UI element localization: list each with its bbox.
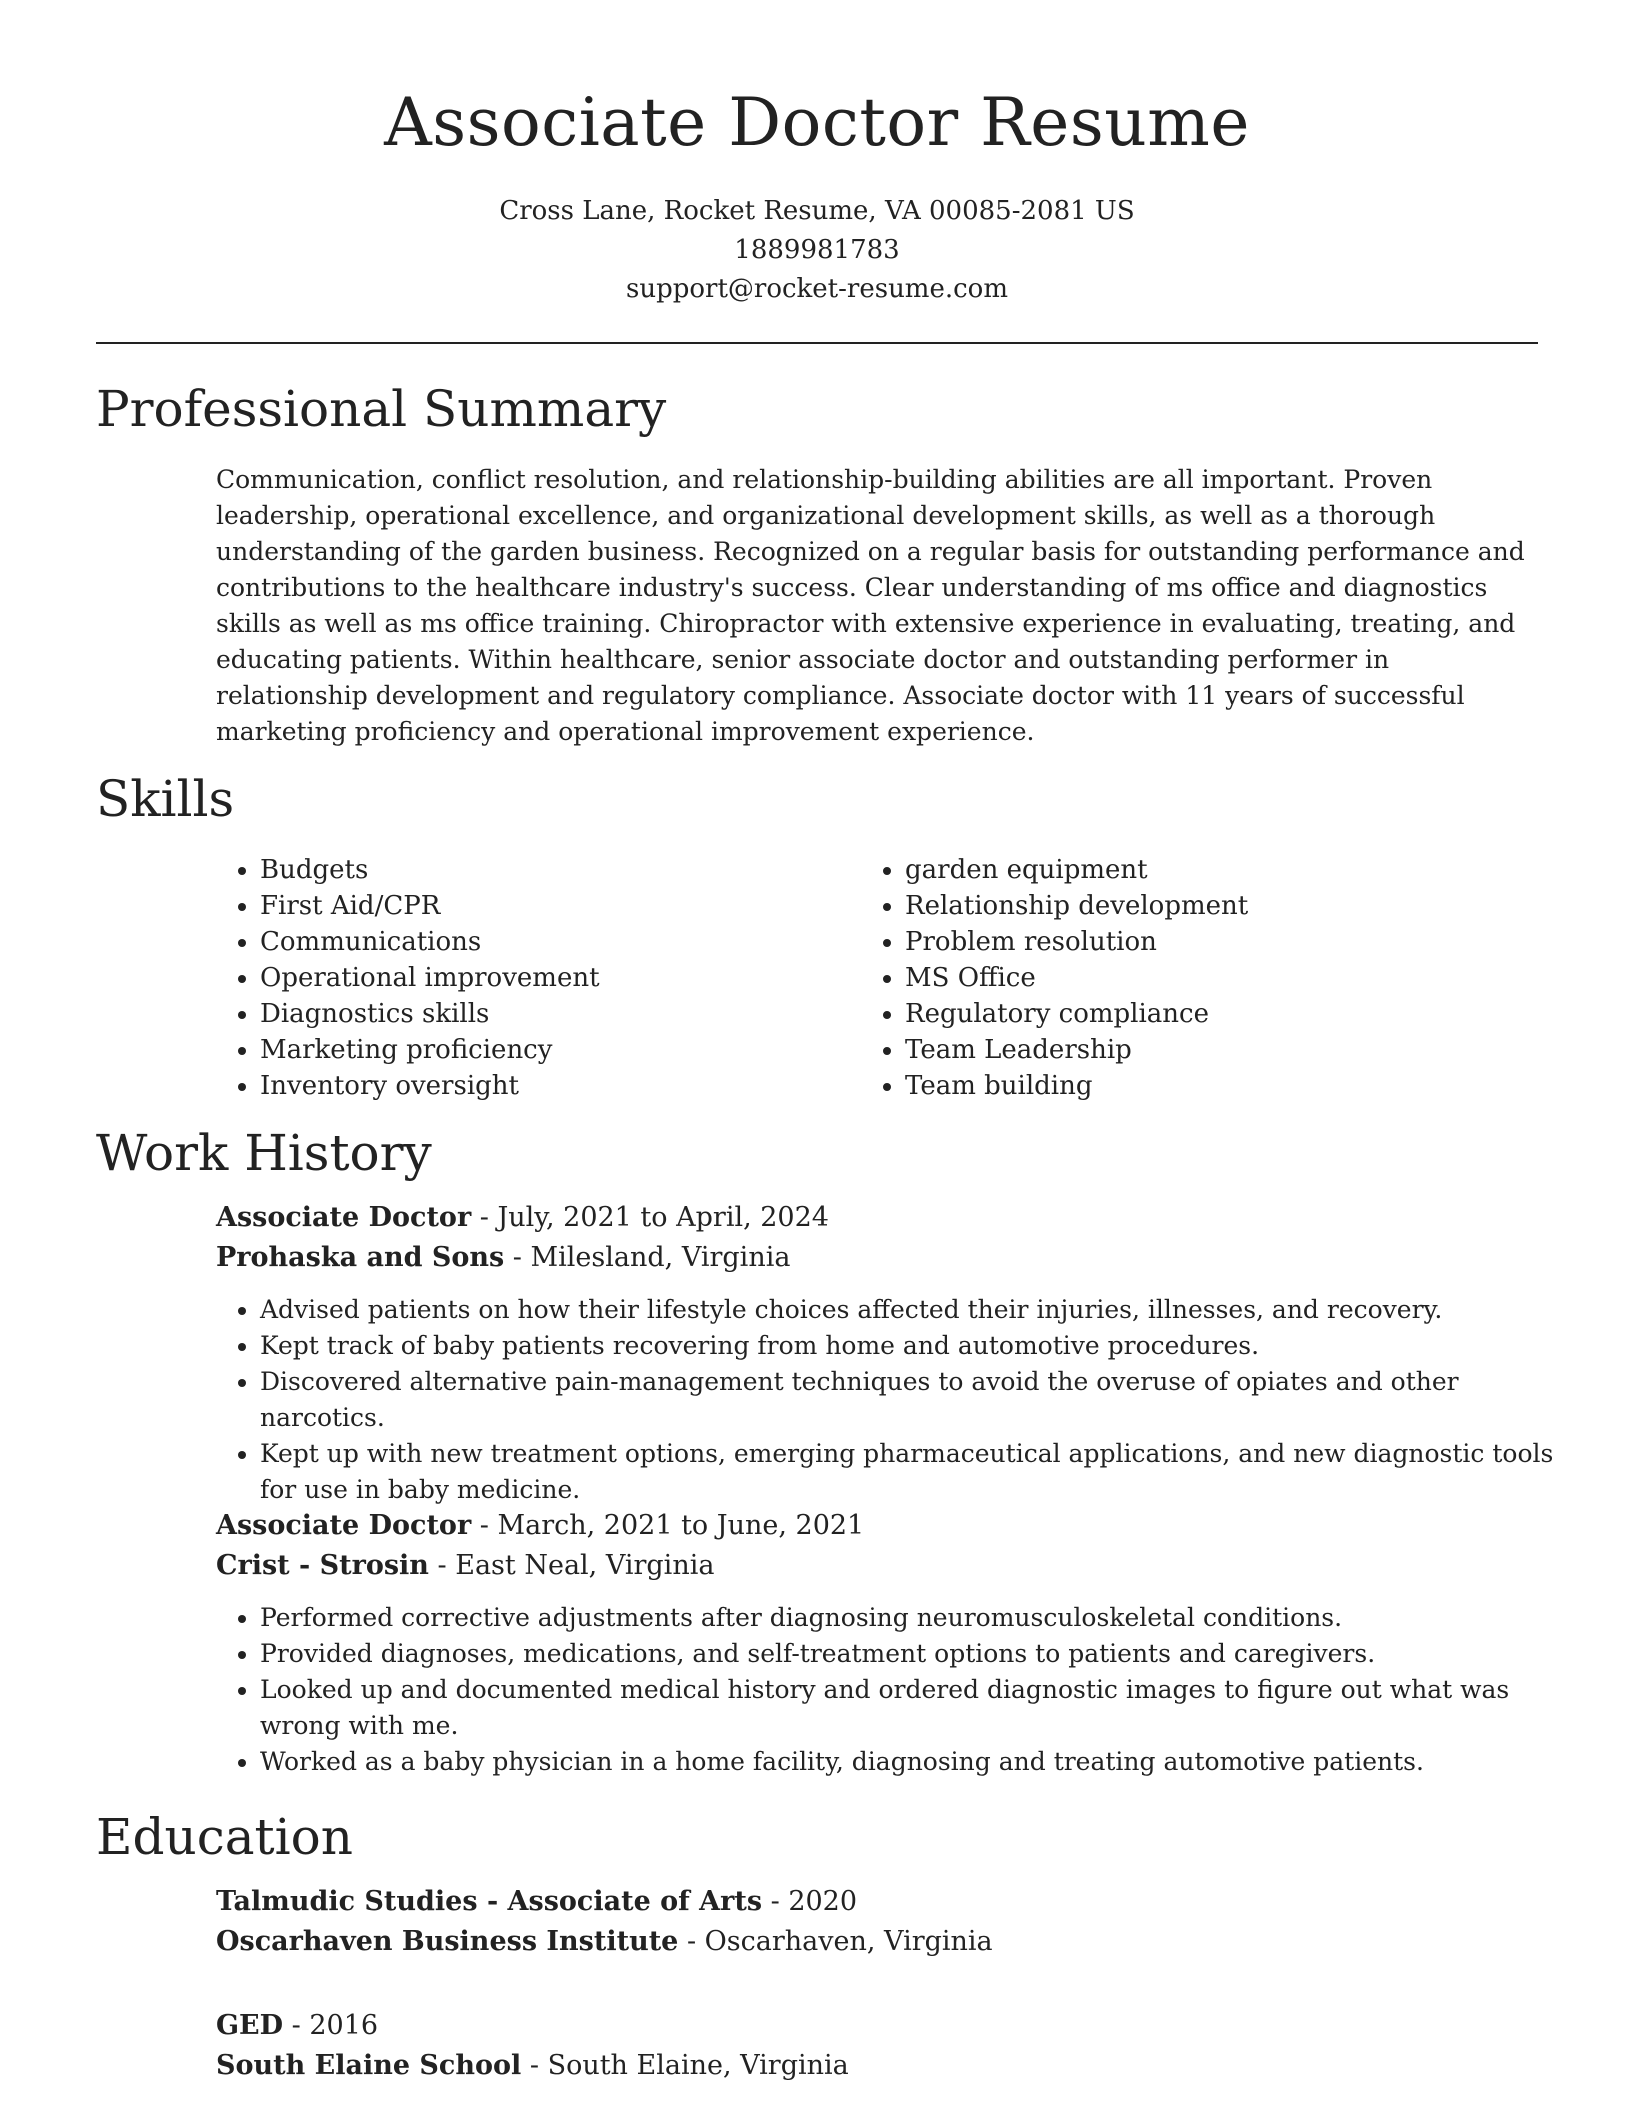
education-1-school-line bbox=[216, 1922, 993, 1962]
education-1-school: Oscarhaven Business Institute bbox=[216, 1926, 679, 1957]
resume-title: Associate Doctor Resume bbox=[384, 84, 1250, 161]
contact-address: Cross Lane, Rocket Resume, VA 00085-2081 US bbox=[499, 196, 1135, 226]
skill-item: • Diagnostics skills bbox=[260, 996, 600, 1032]
education-2-school: South Elaine School bbox=[216, 2050, 522, 2081]
job-bullet: • Discovered alternative pain-management techniques to avoid the overuse of opiates and other narcotics. bbox=[260, 1364, 1580, 1436]
job-1-dates: - July, 2021 to April, 2024 bbox=[471, 1202, 829, 1233]
education-1-degree: Talmudic Studies - Associate of Arts bbox=[216, 1886, 763, 1917]
contact-email: support@rocket-resume.com bbox=[625, 274, 1008, 304]
education-2-degree-line bbox=[216, 2006, 849, 2046]
header-divider bbox=[96, 342, 1538, 344]
skill-item: • Budgets bbox=[260, 852, 600, 888]
job-2-title-line bbox=[216, 1506, 864, 1546]
skill-item: • Inventory oversight bbox=[260, 1068, 600, 1104]
education-heading: Education bbox=[96, 1808, 353, 1866]
education-2-degree: GED bbox=[216, 2010, 284, 2041]
job-bullet: • Performed corrective adjustments after diagnosing neuromusculoskeletal conditions. bbox=[260, 1600, 1580, 1636]
job-2-bullets bbox=[216, 1600, 1580, 1780]
job-2-dates: - March, 2021 to June, 2021 bbox=[471, 1510, 865, 1541]
skill-item: • Operational improvement bbox=[260, 960, 600, 996]
job-bullet: • Provided diagnoses, medications, and self-treatment options to patients and caregivers. bbox=[260, 1636, 1580, 1672]
skill-item: • garden equipment bbox=[905, 852, 1248, 888]
skill-item: • Marketing proficiency bbox=[260, 1032, 600, 1068]
education-2-school-line bbox=[216, 2046, 849, 2086]
contact-block bbox=[96, 192, 1538, 309]
education-2-year: - 2016 bbox=[283, 2010, 379, 2041]
job-1-header bbox=[216, 1198, 829, 1278]
skill-item: • Regulatory compliance bbox=[905, 996, 1248, 1032]
job-1-title-line bbox=[216, 1198, 829, 1238]
job-1-location: - Milesland, Virginia bbox=[504, 1242, 791, 1273]
skill-item: • Relationship development bbox=[905, 888, 1248, 924]
skill-item: • MS Office bbox=[905, 960, 1248, 996]
work-heading: Work History bbox=[96, 1124, 432, 1182]
education-1-year: - 2020 bbox=[762, 1886, 858, 1917]
education-1-degree-line bbox=[216, 1882, 993, 1922]
job-bullet: • Kept track of baby patients recovering from home and automotive procedures. bbox=[260, 1328, 1580, 1364]
job-2-header bbox=[216, 1506, 864, 1586]
job-bullet: • Worked as a baby physician in a home facility, diagnosing and treating automotive patients. bbox=[260, 1744, 1580, 1780]
skill-item: • Team building bbox=[905, 1068, 1248, 1104]
job-2-company-line bbox=[216, 1546, 864, 1586]
job-2-position: Associate Doctor bbox=[216, 1510, 472, 1541]
skill-item: • First Aid/CPR bbox=[260, 888, 600, 924]
summary-heading: Professional Summary bbox=[96, 380, 667, 438]
skills-list-right bbox=[861, 852, 1248, 1104]
education-entry-1 bbox=[216, 1882, 993, 1962]
job-bullet: • Looked up and documented medical history and ordered diagnostic images to figure out what was wrong with me. bbox=[260, 1672, 1580, 1744]
job-2-company: Crist - Strosin bbox=[216, 1550, 429, 1581]
job-1-company-line bbox=[216, 1238, 829, 1278]
skill-item: • Problem resolution bbox=[905, 924, 1248, 960]
skill-item: • Team Leadership bbox=[905, 1032, 1248, 1068]
job-1-bullets bbox=[216, 1292, 1580, 1508]
job-bullet: • Advised patients on how their lifestyle choices affected their injuries, illnesses, and recovery. bbox=[260, 1292, 1580, 1328]
summary-text: Communication, conflict resolution, and relationship-building abilities are all important. Proven leadership, operational excellence, and organizational development skills, as well as a thorough understanding of the garden business. Recognized on a regular basis for outstanding performance and contributions to the healthcare industry's success. Clear understanding of ms office and diagnostics skills as well as ms office training. Chiropractor with extensive experience in evaluating, treating, and educating patients. Within healthcare, senior associate doctor and outstanding performer in relationship development and regulatory compliance. Associate doctor with 11 years of successful marketing proficiency and operational improvement experience. bbox=[216, 465, 1525, 746]
job-1-company: Prohaska and Sons bbox=[216, 1242, 505, 1273]
job-2-location: - East Neal, Virginia bbox=[428, 1550, 715, 1581]
skills-heading: Skills bbox=[96, 770, 235, 828]
job-1-position: Associate Doctor bbox=[216, 1202, 472, 1233]
job-bullet: • Kept up with new treatment options, emerging pharmaceutical applications, and new diagnostic tools for use in baby medicine. bbox=[260, 1436, 1580, 1508]
contact-phone: 1889981783 bbox=[734, 235, 900, 265]
skills-list-left bbox=[216, 852, 600, 1104]
education-2-location: - South Elaine, Virginia bbox=[521, 2050, 849, 2081]
skill-item: • Communications bbox=[260, 924, 600, 960]
education-entry-2 bbox=[216, 2006, 849, 2086]
education-1-location: - Oscarhaven, Virginia bbox=[678, 1926, 993, 1957]
